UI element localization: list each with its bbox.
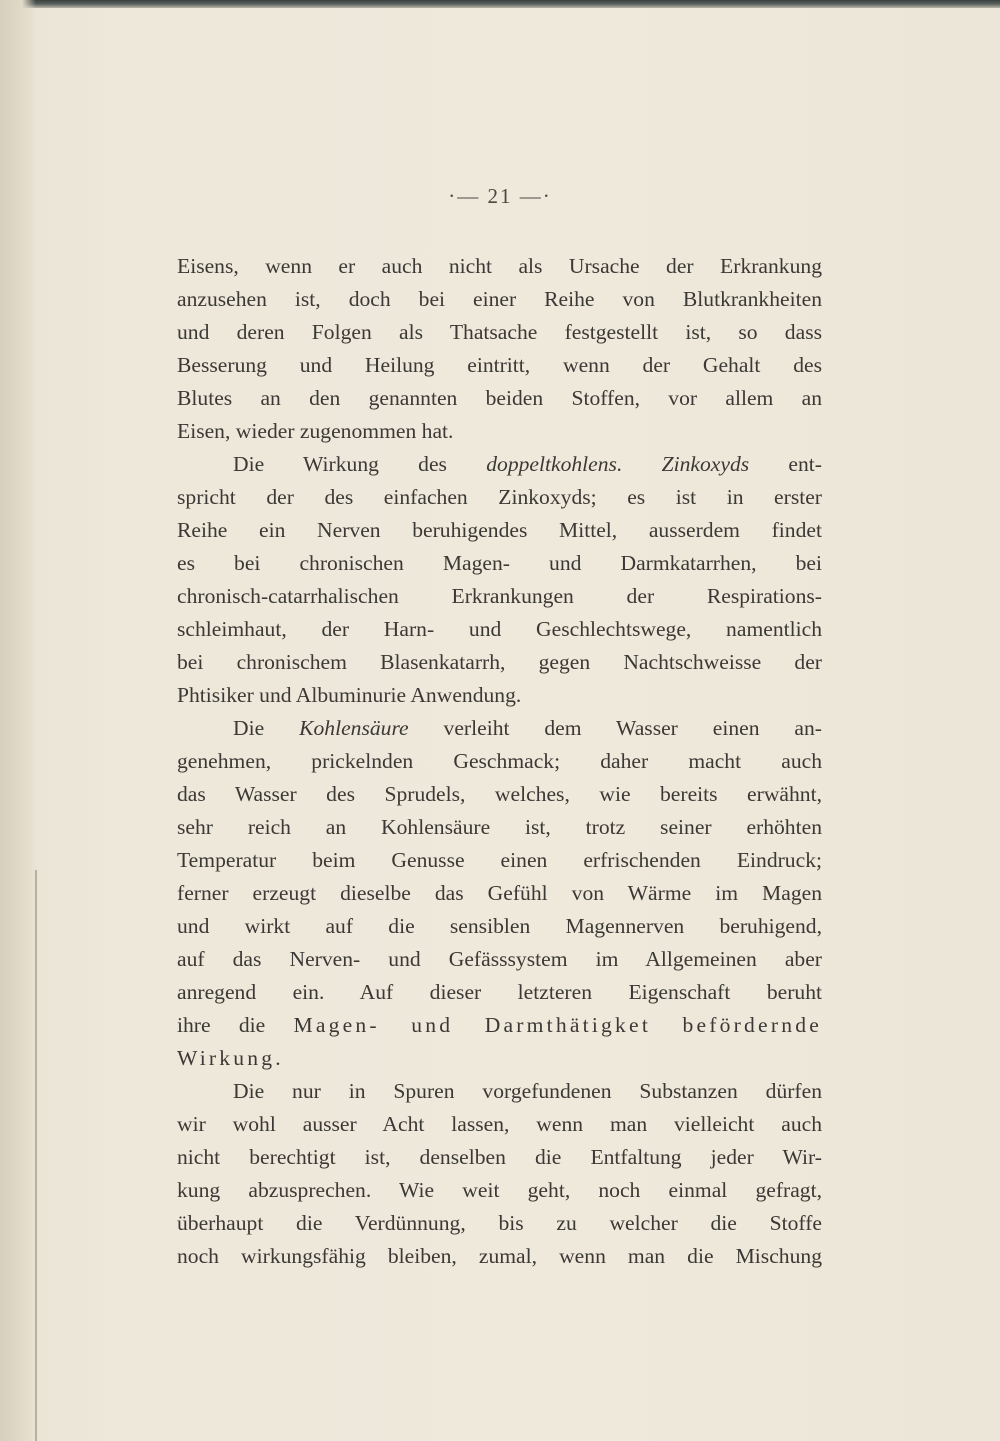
text-line: und deren Folgen als Thatsache festgestellt ist, so dass	[177, 320, 822, 344]
spaced-emphasis: Wirkung.	[177, 1046, 284, 1070]
text-line: Blutes an den genannten beiden Stoffen, vor allem an	[177, 386, 822, 410]
text-line: wir wohl ausser Acht lassen, wenn man vielleicht auch	[177, 1112, 822, 1136]
text-line: Eisens, wenn er auch nicht als Ursache der Erkrankung	[177, 254, 822, 278]
text-line: es bei chronischen Magen- und Darmkatarrhen, bei	[177, 551, 822, 575]
text-line: genehmen, prickelnden Geschmack; daher macht auch	[177, 749, 822, 773]
text-line: das Wasser des Sprudels, welches, wie bereits erwähnt,	[177, 782, 822, 806]
text-line	[177, 1042, 822, 1075]
text-line: und wirkt auf die sensiblen Magennerven beruhigend,	[177, 914, 822, 938]
page-left-rule	[35, 870, 37, 1441]
page-top-edge	[0, 0, 1000, 8]
text-line	[177, 1009, 822, 1042]
text-line: Temperatur beim Genusse einen erfrischenden Eindruck;	[177, 848, 822, 872]
text-line: nicht berechtigt ist, denselben die Entfaltung jeder Wir-	[177, 1145, 822, 1169]
text-line: anregend ein. Auf dieser letzteren Eigenschaft beruht	[177, 980, 822, 1004]
paragraph-start-line	[177, 712, 822, 745]
text-line: schleimhaut, der Harn- und Geschlechtswege, namentlich	[177, 617, 822, 641]
text-line: ferner erzeugt dieselbe das Gefühl von Wärme im Magen	[177, 881, 822, 905]
text-line: Eisen, wieder zugenommen hat.	[177, 419, 454, 443]
text-run: Die Wirkung des	[233, 452, 487, 476]
page-number: ·— 21 —·	[448, 184, 552, 208]
text-run: verleiht dem Wasser einen an-	[408, 716, 822, 740]
emphasis-term: doppeltkohlens. Zinkoxyds	[486, 452, 750, 476]
page-binding-shadow	[0, 0, 36, 1441]
spaced-emphasis: Magen- und Darmthätigket befördernde	[293, 1013, 823, 1037]
paragraph-start-line	[177, 448, 822, 481]
text-line: Phtisiker und Albuminurie Anwendung.	[177, 683, 522, 707]
text-line: sehr reich an Kohlensäure ist, trotz seiner erhöhten	[177, 815, 822, 839]
body-text	[177, 250, 822, 1273]
text-run: Die	[233, 716, 300, 740]
text-line: bei chronischem Blasenkatarrh, gegen Nachtschweisse der	[177, 650, 822, 674]
text-line: Besserung und Heilung eintritt, wenn der Gehalt des	[177, 353, 822, 377]
emphasis-term: Kohlensäure	[299, 716, 409, 740]
text-line: chronisch-catarrhalischen Erkrankungen der Respirations-	[177, 584, 822, 608]
text-line: noch wirkungsfähig bleiben, zumal, wenn man die Mischung	[177, 1244, 822, 1268]
text-line: spricht der des einfachen Zinkoxyds; es ist in erster	[177, 485, 822, 509]
text-line: anzusehen ist, doch bei einer Reihe von Blutkrankheiten	[177, 287, 822, 311]
text-run: ent-	[749, 452, 822, 476]
text-line: auf das Nerven- und Gefässsystem im Allgemeinen aber	[177, 947, 822, 971]
text-line: überhaupt die Verdünnung, bis zu welcher die Stoffe	[177, 1211, 822, 1235]
text-line: kung abzusprechen. Wie weit geht, noch einmal gefragt,	[177, 1178, 822, 1202]
paragraph-start-line: Die nur in Spuren vorgefundenen Substanzen dürfen	[233, 1079, 822, 1103]
text-line: Reihe ein Nerven beruhigendes Mittel, ausserdem findet	[177, 518, 822, 542]
text-run: ihre die	[177, 1013, 294, 1037]
